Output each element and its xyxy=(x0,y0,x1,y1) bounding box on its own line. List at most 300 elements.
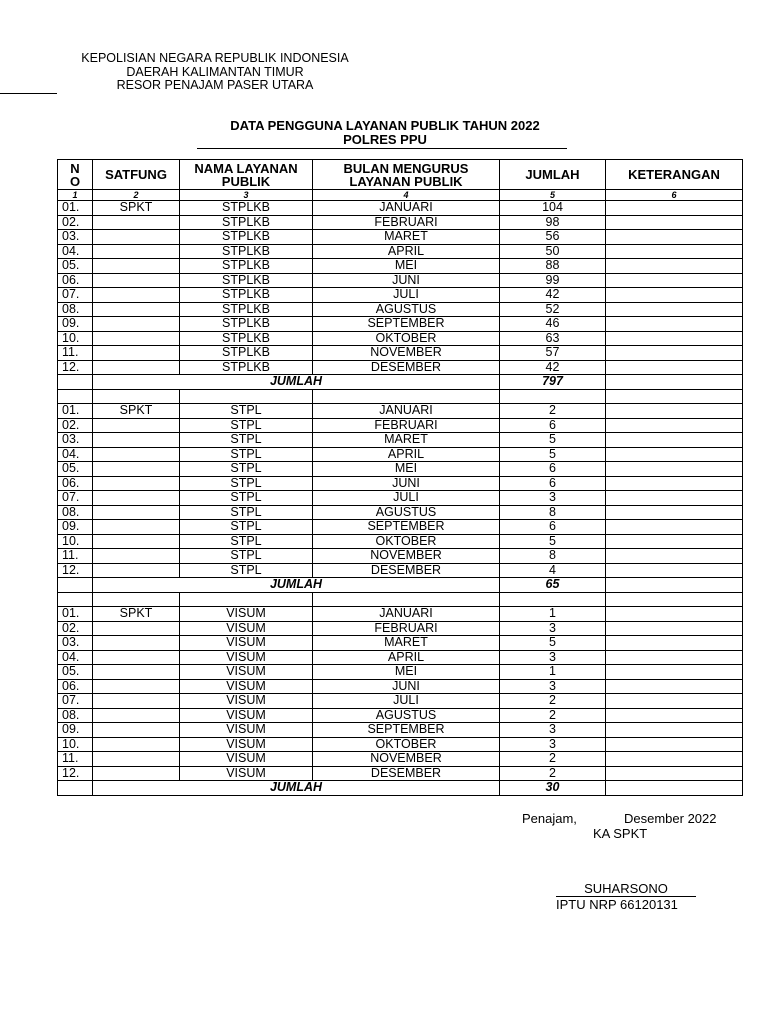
row-number: 01. xyxy=(58,404,93,419)
row-number: 05. xyxy=(58,259,93,274)
empty-cell xyxy=(58,592,93,607)
row-jumlah: 5 xyxy=(500,447,606,462)
row-layanan: STPLKB xyxy=(180,244,313,259)
row-keterangan xyxy=(606,288,743,303)
row-keterangan xyxy=(606,679,743,694)
col-header-bulan xyxy=(313,160,500,190)
row-number: 09. xyxy=(58,317,93,332)
col-header-text: BULAN MENGURUS xyxy=(343,160,469,176)
header-institution: KEPOLISIAN NEGARA REPUBLIK INDONESIA xyxy=(81,51,349,65)
title-sub: POLRES PPU xyxy=(343,132,427,147)
signature-role: KA SPKT xyxy=(593,826,648,841)
row-satfung xyxy=(93,317,180,332)
row-satfung xyxy=(93,230,180,245)
row-satfung xyxy=(93,418,180,433)
row-keterangan xyxy=(606,650,743,665)
empty-cell xyxy=(58,375,93,390)
row-jumlah: 3 xyxy=(500,723,606,738)
row-bulan: SEPTEMBER xyxy=(313,317,500,332)
row-number: 06. xyxy=(58,273,93,288)
row-satfung xyxy=(93,708,180,723)
row-keterangan xyxy=(606,259,743,274)
row-layanan: VISUM xyxy=(180,607,313,622)
table-row xyxy=(58,244,743,259)
row-number: 10. xyxy=(58,331,93,346)
row-bulan: JANUARI xyxy=(313,201,500,216)
row-number: 11. xyxy=(58,549,93,564)
row-number: 08. xyxy=(58,708,93,723)
total-row xyxy=(58,781,743,796)
table-row xyxy=(58,230,743,245)
row-layanan: VISUM xyxy=(180,708,313,723)
row-jumlah: 99 xyxy=(500,273,606,288)
row-jumlah: 2 xyxy=(500,708,606,723)
row-number: 11. xyxy=(58,752,93,767)
row-jumlah: 2 xyxy=(500,766,606,781)
row-bulan: AGUSTUS xyxy=(313,505,500,520)
row-keterangan xyxy=(606,621,743,636)
row-jumlah: 6 xyxy=(500,462,606,477)
col-header-text: SATFUNG xyxy=(105,167,167,182)
column-index: 6 xyxy=(606,190,743,201)
row-layanan: STPL xyxy=(180,462,313,477)
table-row xyxy=(58,215,743,230)
row-layanan: VISUM xyxy=(180,694,313,709)
table-row xyxy=(58,752,743,767)
table-row xyxy=(58,636,743,651)
row-satfung xyxy=(93,737,180,752)
row-satfung xyxy=(93,694,180,709)
col-header-text: PUBLIK xyxy=(221,173,271,189)
row-keterangan xyxy=(606,607,743,622)
row-jumlah: 5 xyxy=(500,433,606,448)
col-header-text: LAYANAN PUBLIK xyxy=(349,173,463,189)
row-number: 04. xyxy=(58,244,93,259)
row-keterangan xyxy=(606,534,743,549)
row-jumlah: 8 xyxy=(500,549,606,564)
column-index: 1 xyxy=(58,190,93,201)
row-satfung xyxy=(93,563,180,578)
row-satfung xyxy=(93,273,180,288)
spacer-row xyxy=(58,389,743,404)
row-bulan: AGUSTUS xyxy=(313,302,500,317)
table-row xyxy=(58,621,743,636)
empty-cell xyxy=(606,578,743,593)
row-jumlah: 42 xyxy=(500,360,606,375)
table-row xyxy=(58,694,743,709)
table-row xyxy=(58,418,743,433)
row-number: 04. xyxy=(58,650,93,665)
row-number: 02. xyxy=(58,621,93,636)
row-bulan: FEBRUARI xyxy=(313,215,500,230)
row-layanan: STPL xyxy=(180,505,313,520)
row-bulan: OKTOBER xyxy=(313,331,500,346)
col-header-satfung xyxy=(93,160,180,190)
table-header-row xyxy=(58,160,743,190)
row-jumlah: 56 xyxy=(500,230,606,245)
row-bulan: MEI xyxy=(313,259,500,274)
row-bulan: JUNI xyxy=(313,679,500,694)
row-number: 12. xyxy=(58,563,93,578)
row-number: 10. xyxy=(58,737,93,752)
row-bulan: MEI xyxy=(313,665,500,680)
row-number: 02. xyxy=(58,215,93,230)
row-bulan: JULI xyxy=(313,491,500,506)
table-row xyxy=(58,288,743,303)
row-keterangan xyxy=(606,244,743,259)
col-header-layanan xyxy=(180,160,313,190)
row-keterangan xyxy=(606,491,743,506)
column-index: 2 xyxy=(93,190,180,201)
empty-cell xyxy=(58,578,93,593)
table-row xyxy=(58,607,743,622)
total-label: JUMLAH xyxy=(93,375,500,390)
row-satfung xyxy=(93,346,180,361)
row-satfung xyxy=(93,752,180,767)
document-title xyxy=(195,119,575,147)
row-keterangan xyxy=(606,346,743,361)
row-satfung xyxy=(93,433,180,448)
empty-cell xyxy=(606,375,743,390)
row-layanan: STPL xyxy=(180,520,313,535)
row-satfung xyxy=(93,636,180,651)
table-row xyxy=(58,520,743,535)
row-keterangan xyxy=(606,766,743,781)
row-jumlah: 6 xyxy=(500,418,606,433)
col-header-text: KETERANGAN xyxy=(628,167,720,182)
table-row xyxy=(58,708,743,723)
row-jumlah: 3 xyxy=(500,737,606,752)
row-layanan: STPL xyxy=(180,491,313,506)
row-bulan: DESEMBER xyxy=(313,360,500,375)
row-keterangan xyxy=(606,752,743,767)
row-satfung: SPKT xyxy=(93,201,180,216)
row-bulan: FEBRUARI xyxy=(313,418,500,433)
column-index: 3 xyxy=(180,190,313,201)
row-jumlah: 1 xyxy=(500,665,606,680)
row-number: 05. xyxy=(58,462,93,477)
empty-cell xyxy=(606,781,743,796)
row-layanan: STPLKB xyxy=(180,346,313,361)
row-jumlah: 50 xyxy=(500,244,606,259)
row-keterangan xyxy=(606,331,743,346)
row-number: 09. xyxy=(58,723,93,738)
row-keterangan xyxy=(606,549,743,564)
row-bulan: NOVEMBER xyxy=(313,549,500,564)
row-layanan: VISUM xyxy=(180,737,313,752)
column-index: 5 xyxy=(500,190,606,201)
row-layanan: STPL xyxy=(180,534,313,549)
row-jumlah: 42 xyxy=(500,288,606,303)
signature-rank-nrp: IPTU NRP 66120131 xyxy=(556,897,678,912)
row-number: 07. xyxy=(58,491,93,506)
row-layanan: STPL xyxy=(180,404,313,419)
row-jumlah: 104 xyxy=(500,201,606,216)
col-header-jumlah xyxy=(500,160,606,190)
row-satfung xyxy=(93,215,180,230)
row-jumlah: 3 xyxy=(500,491,606,506)
empty-cell xyxy=(180,389,313,404)
row-keterangan xyxy=(606,708,743,723)
col-header-no: N O xyxy=(58,160,93,190)
row-satfung: SPKT xyxy=(93,404,180,419)
row-jumlah: 88 xyxy=(500,259,606,274)
row-number: 06. xyxy=(58,476,93,491)
row-number: 03. xyxy=(58,636,93,651)
row-keterangan xyxy=(606,433,743,448)
row-layanan: VISUM xyxy=(180,679,313,694)
total-label: JUMLAH xyxy=(93,578,500,593)
row-layanan: VISUM xyxy=(180,621,313,636)
row-keterangan xyxy=(606,665,743,680)
row-layanan: STPLKB xyxy=(180,302,313,317)
row-jumlah: 3 xyxy=(500,679,606,694)
public-service-table xyxy=(57,159,743,796)
row-bulan: NOVEMBER xyxy=(313,346,500,361)
row-bulan: OKTOBER xyxy=(313,534,500,549)
row-satfung xyxy=(93,766,180,781)
row-layanan: STPL xyxy=(180,563,313,578)
table-row xyxy=(58,505,743,520)
row-number: 12. xyxy=(58,766,93,781)
table-row xyxy=(58,462,743,477)
row-jumlah: 46 xyxy=(500,317,606,332)
row-satfung xyxy=(93,505,180,520)
row-satfung xyxy=(93,679,180,694)
table-row xyxy=(58,665,743,680)
row-number: 01. xyxy=(58,201,93,216)
table-row xyxy=(58,491,743,506)
row-jumlah: 2 xyxy=(500,752,606,767)
row-bulan: MEI xyxy=(313,462,500,477)
total-row xyxy=(58,375,743,390)
spacer-row xyxy=(58,592,743,607)
table-row xyxy=(58,723,743,738)
row-satfung xyxy=(93,331,180,346)
col-header-text: JUMLAH xyxy=(525,167,580,182)
row-jumlah: 2 xyxy=(500,404,606,419)
table-row xyxy=(58,737,743,752)
signature-name: SUHARSONO xyxy=(556,881,696,897)
row-keterangan xyxy=(606,215,743,230)
column-index-row xyxy=(58,190,743,201)
total-row xyxy=(58,578,743,593)
table-row xyxy=(58,317,743,332)
row-satfung xyxy=(93,259,180,274)
row-keterangan xyxy=(606,723,743,738)
row-number: 08. xyxy=(58,302,93,317)
row-bulan: APRIL xyxy=(313,244,500,259)
table-row xyxy=(58,302,743,317)
row-number: 07. xyxy=(58,288,93,303)
row-layanan: STPLKB xyxy=(180,331,313,346)
table-row xyxy=(58,433,743,448)
row-layanan: VISUM xyxy=(180,665,313,680)
empty-cell xyxy=(93,389,180,404)
row-bulan: JUNI xyxy=(313,476,500,491)
row-bulan: AGUSTUS xyxy=(313,708,500,723)
empty-cell xyxy=(606,389,743,404)
title-main: DATA PENGGUNA LAYANAN PUBLIK TAHUN 2022 xyxy=(230,118,540,133)
row-jumlah: 98 xyxy=(500,215,606,230)
row-satfung xyxy=(93,360,180,375)
row-satfung: SPKT xyxy=(93,607,180,622)
row-satfung xyxy=(93,302,180,317)
table-row xyxy=(58,201,743,216)
table-row xyxy=(58,650,743,665)
total-value: 797 xyxy=(500,375,606,390)
row-keterangan xyxy=(606,505,743,520)
row-layanan: VISUM xyxy=(180,636,313,651)
row-satfung xyxy=(93,665,180,680)
row-layanan: STPLKB xyxy=(180,201,313,216)
row-number: 09. xyxy=(58,520,93,535)
empty-cell xyxy=(93,592,180,607)
row-bulan: SEPTEMBER xyxy=(313,520,500,535)
total-value: 65 xyxy=(500,578,606,593)
table-row xyxy=(58,404,743,419)
row-layanan: VISUM xyxy=(180,723,313,738)
row-satfung xyxy=(93,244,180,259)
row-layanan: VISUM xyxy=(180,752,313,767)
row-number: 03. xyxy=(58,230,93,245)
row-keterangan xyxy=(606,201,743,216)
row-jumlah: 4 xyxy=(500,563,606,578)
table-row xyxy=(58,259,743,274)
row-layanan: STPLKB xyxy=(180,230,313,245)
row-number: 11. xyxy=(58,346,93,361)
document-header xyxy=(0,52,430,93)
row-keterangan xyxy=(606,636,743,651)
row-layanan: STPLKB xyxy=(180,317,313,332)
row-jumlah: 63 xyxy=(500,331,606,346)
row-bulan: JANUARI xyxy=(313,607,500,622)
row-satfung xyxy=(93,447,180,462)
row-keterangan xyxy=(606,462,743,477)
header-region: DAERAH KALIMANTAN TIMUR xyxy=(126,64,304,79)
row-jumlah: 5 xyxy=(500,534,606,549)
table-row xyxy=(58,534,743,549)
empty-cell xyxy=(313,389,500,404)
table-row xyxy=(58,273,743,288)
row-satfung xyxy=(93,491,180,506)
table-row xyxy=(58,331,743,346)
row-layanan: STPLKB xyxy=(180,360,313,375)
row-number: 07. xyxy=(58,694,93,709)
row-bulan: MARET xyxy=(313,636,500,651)
row-number: 12. xyxy=(58,360,93,375)
empty-cell xyxy=(606,592,743,607)
row-jumlah: 5 xyxy=(500,636,606,651)
signature-place: Penajam, xyxy=(522,811,577,826)
row-number: 08. xyxy=(58,505,93,520)
row-satfung xyxy=(93,621,180,636)
row-jumlah: 1 xyxy=(500,607,606,622)
row-bulan: DESEMBER xyxy=(313,563,500,578)
total-label: JUMLAH xyxy=(93,781,500,796)
row-keterangan xyxy=(606,447,743,462)
row-bulan: JANUARI xyxy=(313,404,500,419)
title-underline xyxy=(197,148,567,149)
table-row xyxy=(58,447,743,462)
table-row xyxy=(58,679,743,694)
table-body xyxy=(58,201,743,796)
row-bulan: JUNI xyxy=(313,273,500,288)
row-satfung xyxy=(93,650,180,665)
row-keterangan xyxy=(606,694,743,709)
row-keterangan xyxy=(606,563,743,578)
row-jumlah: 3 xyxy=(500,650,606,665)
row-layanan: STPL xyxy=(180,418,313,433)
row-layanan: VISUM xyxy=(180,766,313,781)
row-bulan: APRIL xyxy=(313,447,500,462)
row-layanan: STPL xyxy=(180,447,313,462)
row-layanan: STPLKB xyxy=(180,288,313,303)
row-jumlah: 57 xyxy=(500,346,606,361)
row-bulan: MARET xyxy=(313,230,500,245)
table-row xyxy=(58,563,743,578)
row-layanan: STPL xyxy=(180,476,313,491)
row-bulan: FEBRUARI xyxy=(313,621,500,636)
row-bulan: SEPTEMBER xyxy=(313,723,500,738)
empty-cell xyxy=(500,592,606,607)
row-keterangan xyxy=(606,404,743,419)
row-jumlah: 3 xyxy=(500,621,606,636)
row-number: 10. xyxy=(58,534,93,549)
signature-date: Desember 2022 xyxy=(624,811,717,826)
row-keterangan xyxy=(606,302,743,317)
row-satfung xyxy=(93,288,180,303)
row-number: 05. xyxy=(58,665,93,680)
row-satfung xyxy=(93,520,180,535)
row-number: 03. xyxy=(58,433,93,448)
row-number: 04. xyxy=(58,447,93,462)
row-keterangan xyxy=(606,418,743,433)
row-bulan: NOVEMBER xyxy=(313,752,500,767)
row-jumlah: 2 xyxy=(500,694,606,709)
row-bulan: JULI xyxy=(313,694,500,709)
row-bulan: JULI xyxy=(313,288,500,303)
row-bulan: DESEMBER xyxy=(313,766,500,781)
row-layanan: STPL xyxy=(180,549,313,564)
row-layanan: VISUM xyxy=(180,650,313,665)
row-bulan: MARET xyxy=(313,433,500,448)
row-jumlah: 6 xyxy=(500,476,606,491)
table-row xyxy=(58,346,743,361)
row-number: 06. xyxy=(58,679,93,694)
column-index: 4 xyxy=(313,190,500,201)
header-underline xyxy=(0,93,57,94)
empty-cell xyxy=(180,592,313,607)
row-bulan: OKTOBER xyxy=(313,737,500,752)
table-row xyxy=(58,476,743,491)
row-number: 02. xyxy=(58,418,93,433)
row-keterangan xyxy=(606,520,743,535)
row-satfung xyxy=(93,723,180,738)
row-jumlah: 52 xyxy=(500,302,606,317)
total-value: 30 xyxy=(500,781,606,796)
col-header-keterangan xyxy=(606,160,743,190)
empty-cell xyxy=(58,781,93,796)
row-layanan: STPL xyxy=(180,433,313,448)
table-row xyxy=(58,549,743,564)
header-resor: RESOR PENAJAM PASER UTARA xyxy=(116,78,314,92)
row-keterangan xyxy=(606,476,743,491)
row-number: 01. xyxy=(58,607,93,622)
row-satfung xyxy=(93,549,180,564)
row-keterangan xyxy=(606,737,743,752)
row-layanan: STPLKB xyxy=(180,273,313,288)
